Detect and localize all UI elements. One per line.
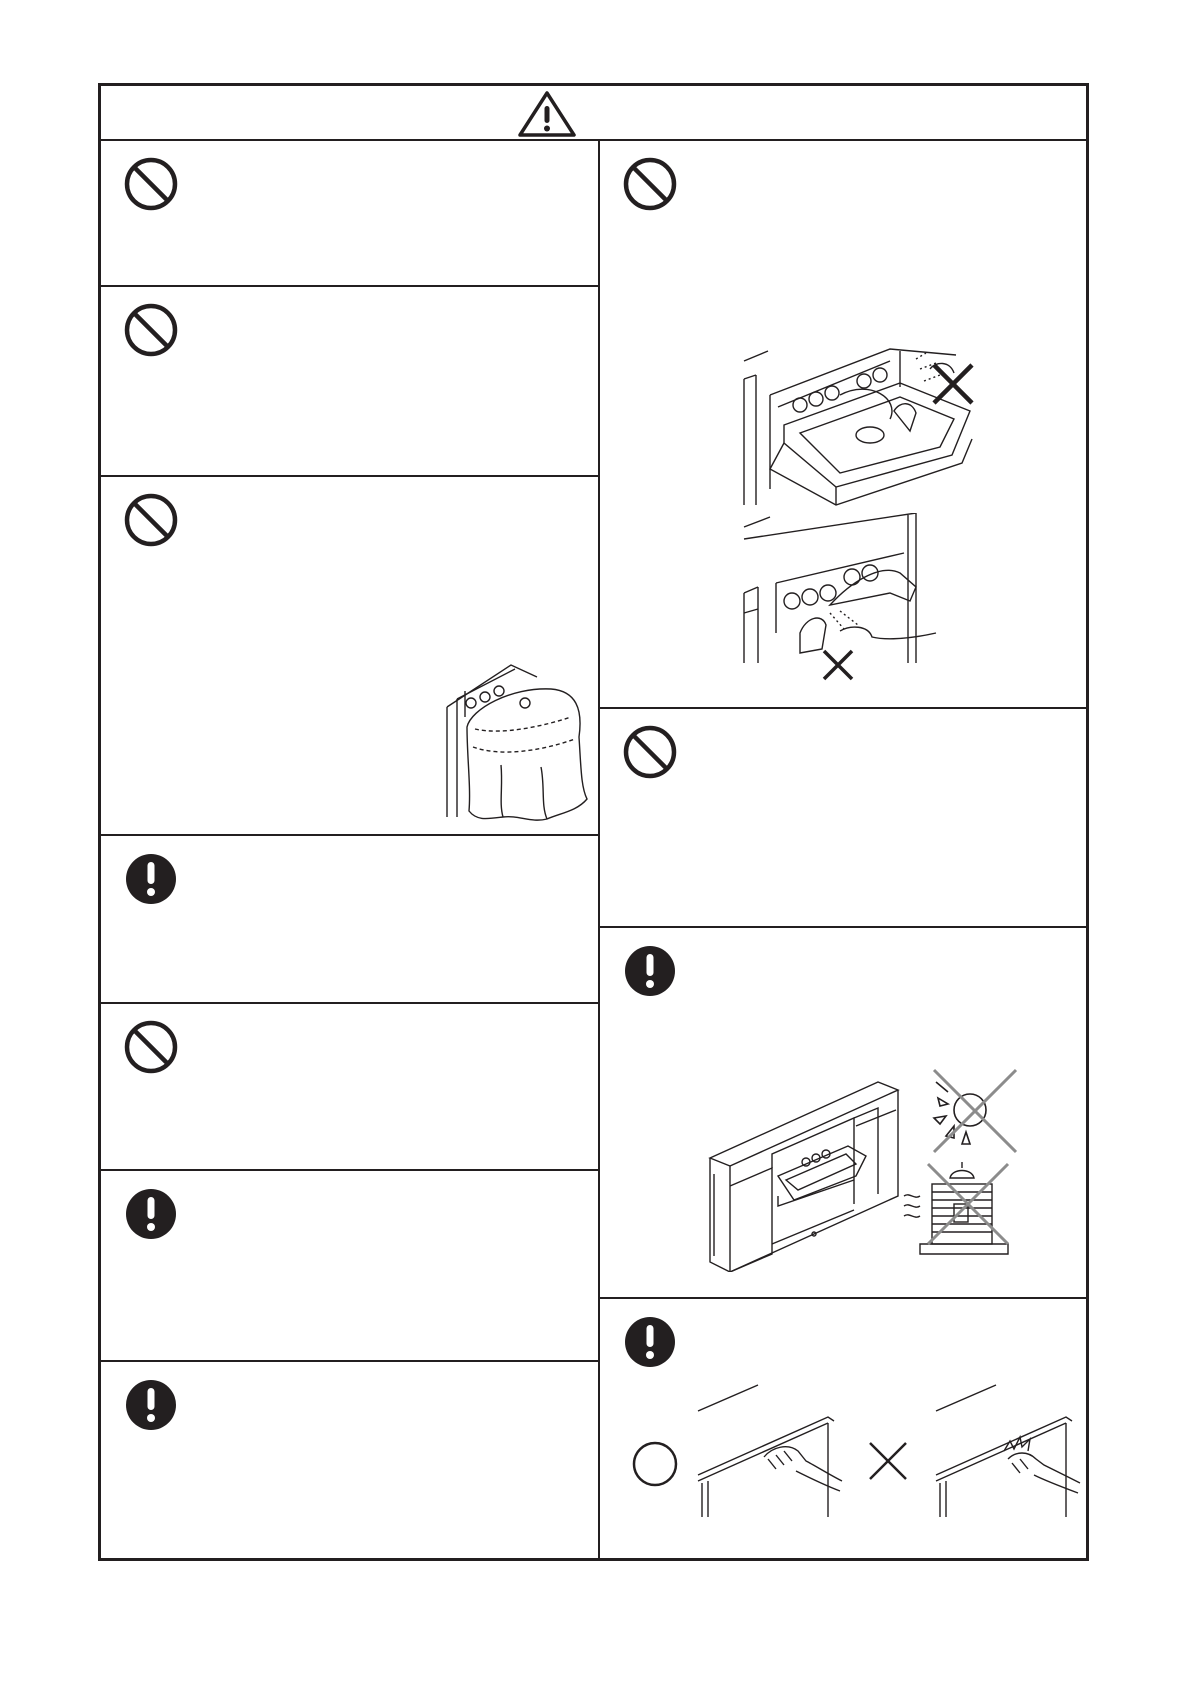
mandatory-icon (123, 1377, 179, 1433)
correct-grip-illustration (694, 1381, 844, 1521)
warning-header (101, 86, 1086, 141)
vanity-unit-illustration (706, 1076, 902, 1272)
cross-mark-icon (824, 651, 852, 679)
right-warning-2 (600, 709, 1086, 928)
correct-circle-icon (630, 1439, 680, 1489)
spraying-water-on-faucet-illustration (740, 513, 940, 685)
basin-covered-with-cloth-illustration (441, 647, 591, 827)
warning-panel (98, 83, 1089, 1561)
mandatory-icon (622, 1314, 678, 1370)
mandatory-icon (123, 1186, 179, 1242)
prohibition-icon (123, 492, 179, 548)
left-warning-7 (101, 1362, 598, 1561)
left-warning-4 (101, 836, 598, 1004)
pinched-fingers-illustration (932, 1381, 1082, 1521)
direct-sunlight-illustration (910, 1064, 1020, 1160)
prohibition-icon (622, 156, 678, 212)
left-warning-3 (101, 477, 598, 836)
left-warning-6 (101, 1171, 598, 1362)
prohibition-icon (123, 156, 179, 212)
right-warning-3 (600, 928, 1086, 1299)
incorrect-cross-icon (866, 1439, 910, 1483)
mandatory-icon (123, 851, 179, 907)
left-warning-5 (101, 1004, 598, 1171)
warning-triangle-icon (517, 90, 577, 138)
prohibition-icon (622, 724, 678, 780)
prohibition-icon (123, 1019, 179, 1075)
heater-nearby-illustration (900, 1160, 1020, 1264)
cross-mark-icon (934, 1070, 1016, 1152)
left-warning-1 (101, 141, 598, 287)
mandatory-icon (622, 943, 678, 999)
prohibition-icon (123, 302, 179, 358)
right-warning-4 (600, 1299, 1086, 1561)
left-warning-2 (101, 287, 598, 477)
splashing-water-on-controls-illustration (740, 339, 980, 507)
right-warning-1 (600, 141, 1086, 709)
